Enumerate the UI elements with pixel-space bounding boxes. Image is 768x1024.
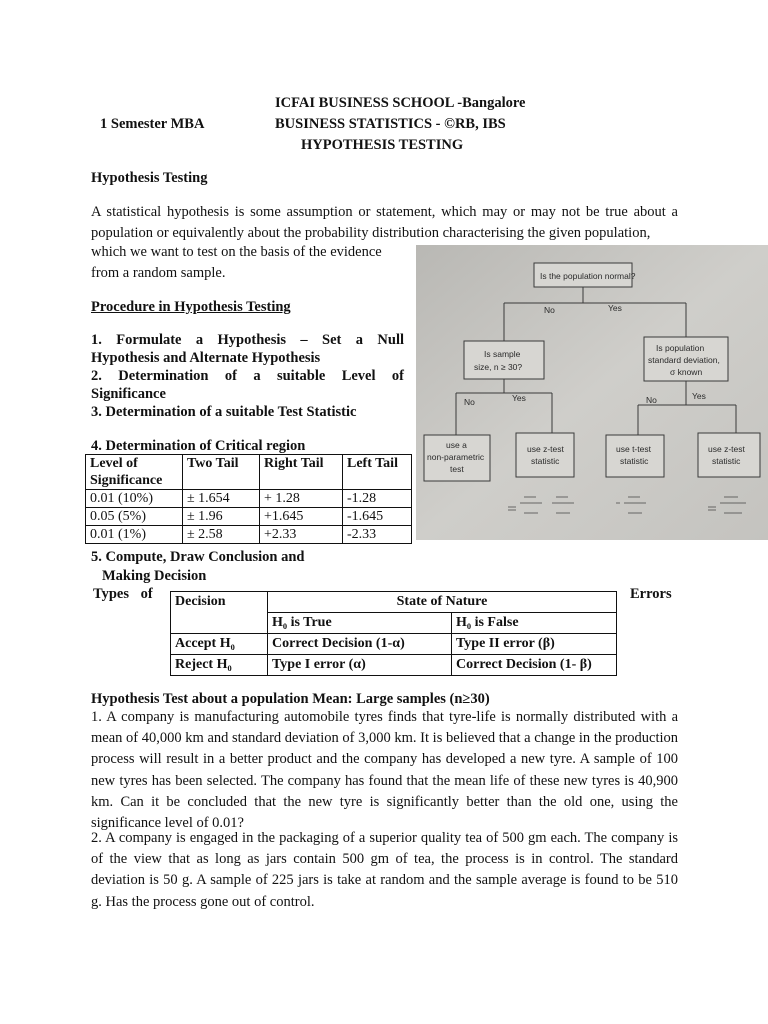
cell: ± 1.96 [183, 508, 260, 526]
step-3: 3. Determination of a suitable Test Statistic [91, 404, 357, 420]
table-row [86, 508, 412, 526]
cell-reject-false: Correct Decision (1- β) [452, 655, 617, 676]
table-header-row [171, 592, 617, 613]
step-2-line-1: 2. Determination of a suitable Level of [91, 368, 404, 384]
cell: + 1.28 [260, 490, 343, 508]
table-row [171, 613, 617, 634]
flow-np-1: use a [446, 440, 467, 450]
section-heading-hypothesis-testing: Hypothesis Testing [91, 170, 208, 186]
cell: -1.28 [343, 490, 412, 508]
flow-np-3: test [450, 464, 464, 474]
topic-title: HYPOTHESIS TESTING [301, 137, 464, 153]
cell: 0.01 (10%) [86, 490, 183, 508]
intro-paragraph: A statistical hypothesis is some assumption or statement, which may or may not be true about a population or equivalently about the probability distribution characterising the given population, [91, 204, 678, 241]
flow-t-2: statistic [620, 456, 649, 466]
flowchart-image [416, 245, 768, 540]
course-title: BUSINESS STATISTICS - ©RB, IBS [275, 116, 506, 132]
step-1-line-2: Hypothesis and Alternate Hypothesis [91, 350, 321, 366]
flow-sample-1: Is sample [484, 349, 521, 359]
flow-sample-2: size, n ≥ 30? [474, 362, 523, 372]
semester-label: 1 Semester MBA [100, 116, 205, 132]
cell: +1.645 [260, 508, 343, 526]
procedure-step-5-cont: Making Decision [102, 568, 207, 584]
school-title: ICFAI BUSINESS SCHOOL -Bangalore [275, 95, 526, 111]
types-of-label: Types of [93, 586, 153, 602]
cell: ± 2.58 [183, 526, 260, 544]
question-1: 1. A company is manufacturing automobile tyres finds that tyre-life is normally distributed with a mean of 40,000 km and standard deviation of 3,000 km. It is believed that a change in the production process will result in a better product and the company has developed a new tyre. A sample of 100 new tyres has been selected. The company has found that the mean life of these new tyres is 40,900 km. Can it be concluded that the new tyre is significantly better than the old one, using the significance level of 0.01? [91, 709, 678, 832]
table-row [86, 526, 412, 544]
table-row [86, 490, 412, 508]
errors-table [170, 591, 617, 676]
step-1-line-1: 1. Formulate a Hypothesis – Set a Null [91, 332, 404, 348]
cell [171, 613, 268, 634]
flow-z-4: statistic [712, 456, 741, 466]
cell-accept-true: Correct Decision (1-α) [268, 634, 452, 655]
header-left-tail: Left Tail [343, 455, 412, 490]
procedure-step-1 [91, 331, 404, 421]
cell: 0.01 (1%) [86, 526, 183, 544]
cell-accept-false: Type II error (β) [452, 634, 617, 655]
table-row [171, 655, 617, 676]
table-header-row [86, 455, 412, 490]
cell-h0-false: H₀ is False [452, 613, 617, 634]
cell-accept: Accept H₀ [171, 634, 268, 655]
step-2-line-2: Significance [91, 386, 166, 402]
cell-h0-true: H₀ is True [268, 613, 452, 634]
flowchart-svg [416, 245, 768, 540]
flow-sd-3: σ known [670, 367, 703, 377]
section-heading-large-samples: Hypothesis Test about a population Mean: Large samples (n≥30) [91, 691, 490, 707]
intro-paragraph-end: from a random sample. [91, 265, 226, 281]
flow-yes: Yes [608, 303, 622, 313]
flow-z-1: use z-test [527, 444, 564, 454]
flow-yes-3: Yes [692, 391, 706, 401]
cell: -2.33 [343, 526, 412, 544]
errors-label: Errors [630, 586, 672, 602]
header-right-tail: Right Tail [260, 455, 343, 490]
cell: 0.05 (5%) [86, 508, 183, 526]
cell-reject-true: Type I error (α) [268, 655, 452, 676]
procedure-heading: Procedure in Hypothesis Testing [91, 299, 291, 315]
cell: ± 1.654 [183, 490, 260, 508]
flow-np-2: non-parametric [427, 452, 485, 462]
header-two-tail: Two Tail [183, 455, 260, 490]
flow-t-1: use t-test [616, 444, 651, 454]
flow-no-2: No [464, 397, 475, 407]
flow-yes-2: Yes [512, 393, 526, 403]
header-state-of-nature: State of Nature [268, 592, 617, 613]
table-row [171, 634, 617, 655]
procedure-step-5: 5. Compute, Draw Conclusion and [91, 549, 305, 565]
question-2: 2. A company is engaged in the packaging of a superior quality tea of 500 gm each. The company is of the view that as long as jars contain 500 gm of tea, the process is in control. The standard deviation is 50 g. A sample of 225 jars is take at random and the sample average is found to be 510 g. Has the process gone out of control. [91, 830, 678, 910]
flow-sd-1: Is population [656, 343, 705, 353]
header-level: Level of Significance [86, 455, 183, 490]
flow-sd-2: standard deviation, [648, 355, 720, 365]
flow-z-3: use z-test [708, 444, 745, 454]
flow-no-3: No [646, 395, 657, 405]
cell: +2.33 [260, 526, 343, 544]
cell: -1.645 [343, 508, 412, 526]
header-decision: Decision [171, 592, 268, 613]
procedure-step-4: 4. Determination of Critical region [91, 438, 306, 454]
flow-no: No [544, 305, 555, 315]
intro-paragraph-cont: which we want to test on the basis of the evidence [91, 244, 382, 260]
flow-z-2: statistic [531, 456, 560, 466]
flow-root: Is the population normal? [540, 271, 636, 281]
critical-region-table [85, 454, 412, 544]
cell-reject: Reject H₀ [171, 655, 268, 676]
